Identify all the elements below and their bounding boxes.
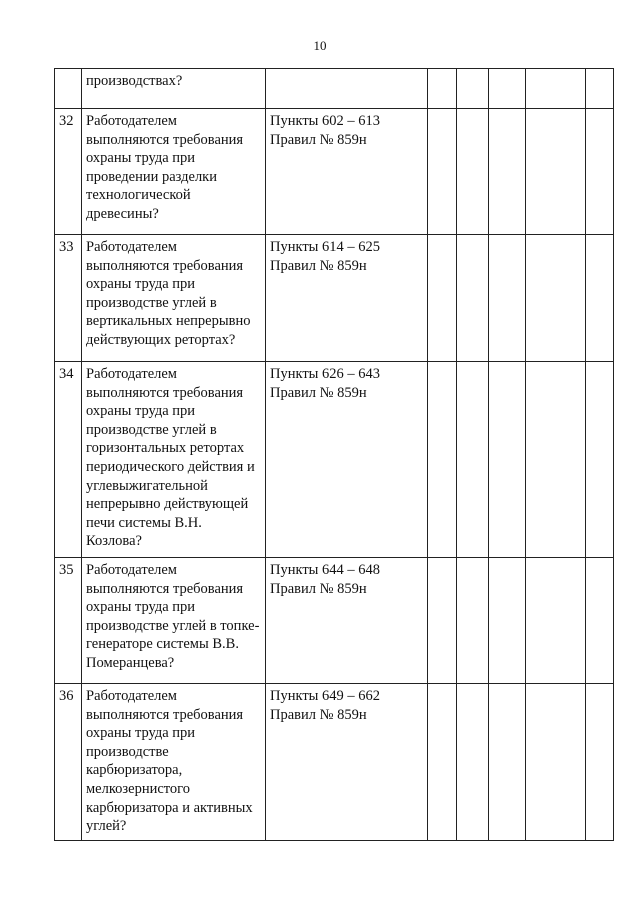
page-number: 10 xyxy=(313,38,327,53)
checklist-table xyxy=(54,68,614,841)
question-cell: Работодателем выполняются требования охраны труда при проведении разделки технологической древесины? xyxy=(82,109,266,235)
answer-no-cell xyxy=(457,558,489,684)
answer-yes-cell xyxy=(428,69,457,109)
row-number-cell: 35 xyxy=(55,558,82,684)
extra-cell xyxy=(586,109,614,235)
note-cell xyxy=(526,235,586,362)
question-cell: Работодателем выполняются требования охраны труда при производстве углей в горизонтальных ретортах периодического действия и углевыжигательной непрерывно действующей печи системы В.Н. Козлова? xyxy=(82,362,266,558)
row-number-cell: 32 xyxy=(55,109,82,235)
answer-na-cell xyxy=(489,558,526,684)
answer-no-cell xyxy=(457,684,489,841)
extra-cell xyxy=(586,684,614,841)
row-number-cell: 34 xyxy=(55,362,82,558)
row-number-cell xyxy=(55,69,82,109)
reference-cell: Пункты 644 – 648 Правил № 859н xyxy=(266,558,428,684)
note-cell xyxy=(526,362,586,558)
note-cell xyxy=(526,558,586,684)
note-cell xyxy=(526,684,586,841)
table-row xyxy=(55,558,614,684)
answer-na-cell xyxy=(489,109,526,235)
answer-na-cell xyxy=(489,235,526,362)
table-row xyxy=(55,362,614,558)
reference-cell: Пункты 649 – 662 Правил № 859н xyxy=(266,684,428,841)
question-cell: Работодателем выполняются требования охраны труда при производстве углей в топке-генераторе системы В.В. Померанцева? xyxy=(82,558,266,684)
answer-no-cell xyxy=(457,69,489,109)
question-cell: Работодателем выполняются требования охраны труда при производстве углей в вертикальных непрерывно действующих ретортах? xyxy=(82,235,266,362)
row-number-cell: 33 xyxy=(55,235,82,362)
question-cell: Работодателем выполняются требования охраны труда при производстве карбюризатора, мелкозернистого карбюризатора и активных углей? xyxy=(82,684,266,841)
table-row xyxy=(55,235,614,362)
answer-yes-cell xyxy=(428,684,457,841)
answer-no-cell xyxy=(457,362,489,558)
question-cell: производствах? xyxy=(82,69,266,109)
answer-yes-cell xyxy=(428,362,457,558)
table-row-continuation xyxy=(55,69,614,109)
reference-cell: Пункты 614 – 625 Правил № 859н xyxy=(266,235,428,362)
reference-cell xyxy=(266,69,428,109)
note-cell xyxy=(526,69,586,109)
extra-cell xyxy=(586,558,614,684)
answer-na-cell xyxy=(489,69,526,109)
extra-cell xyxy=(586,235,614,362)
answer-no-cell xyxy=(457,109,489,235)
answer-na-cell xyxy=(489,362,526,558)
reference-cell: Пункты 602 – 613 Правил № 859н xyxy=(266,109,428,235)
table-row xyxy=(55,109,614,235)
extra-cell xyxy=(586,69,614,109)
reference-cell: Пункты 626 – 643 Правил № 859н xyxy=(266,362,428,558)
note-cell xyxy=(526,109,586,235)
answer-no-cell xyxy=(457,235,489,362)
row-number-cell: 36 xyxy=(55,684,82,841)
extra-cell xyxy=(586,362,614,558)
answer-yes-cell xyxy=(428,109,457,235)
answer-yes-cell xyxy=(428,235,457,362)
table-row xyxy=(55,684,614,841)
answer-yes-cell xyxy=(428,558,457,684)
answer-na-cell xyxy=(489,684,526,841)
